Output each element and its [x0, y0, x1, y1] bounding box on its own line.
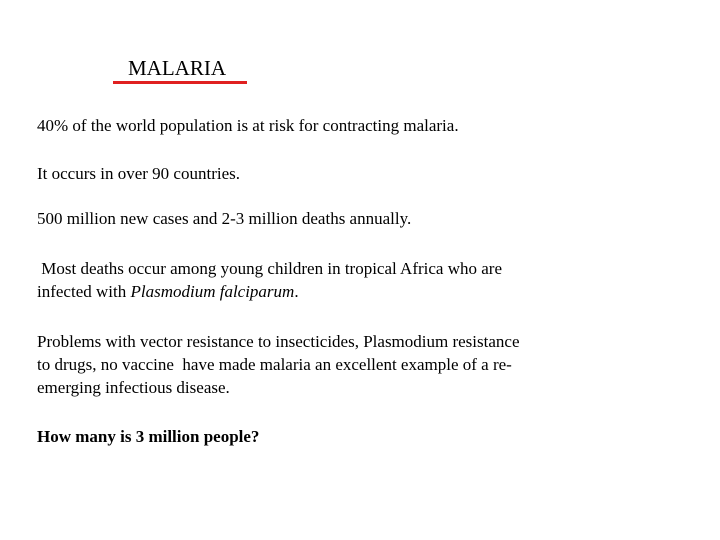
paragraph-cases-deaths: 500 million new cases and 2-3 million deaths annually.	[37, 209, 412, 228]
paragraph-world-risk: 40% of the world population is at risk for contracting malaria.	[37, 116, 459, 135]
paragraph-children-line1: Most deaths occur among young children in tropical Africa who are	[37, 259, 503, 278]
slide-title: MALARIA	[128, 56, 226, 80]
paragraph-resistance-line2: to drugs, no vaccine have made malaria an excellent example of a re-	[37, 355, 512, 374]
paragraph-resistance	[37, 330, 637, 399]
paragraph-children-line2-prefix: infected with	[37, 282, 131, 301]
paragraph-children-africa	[37, 257, 637, 303]
title-underline	[113, 81, 247, 84]
paragraph-children-suffix: .	[294, 282, 299, 301]
paragraph-resistance-line1: Problems with vector resistance to insecticides, Plasmodium resistance	[37, 332, 520, 351]
species-name: Plasmodium falciparum	[130, 282, 295, 301]
closing-question: How many is 3 million people?	[37, 427, 260, 446]
paragraph-countries: It occurs in over 90 countries.	[37, 164, 240, 183]
paragraph-resistance-line3: emerging infectious disease.	[37, 378, 230, 397]
